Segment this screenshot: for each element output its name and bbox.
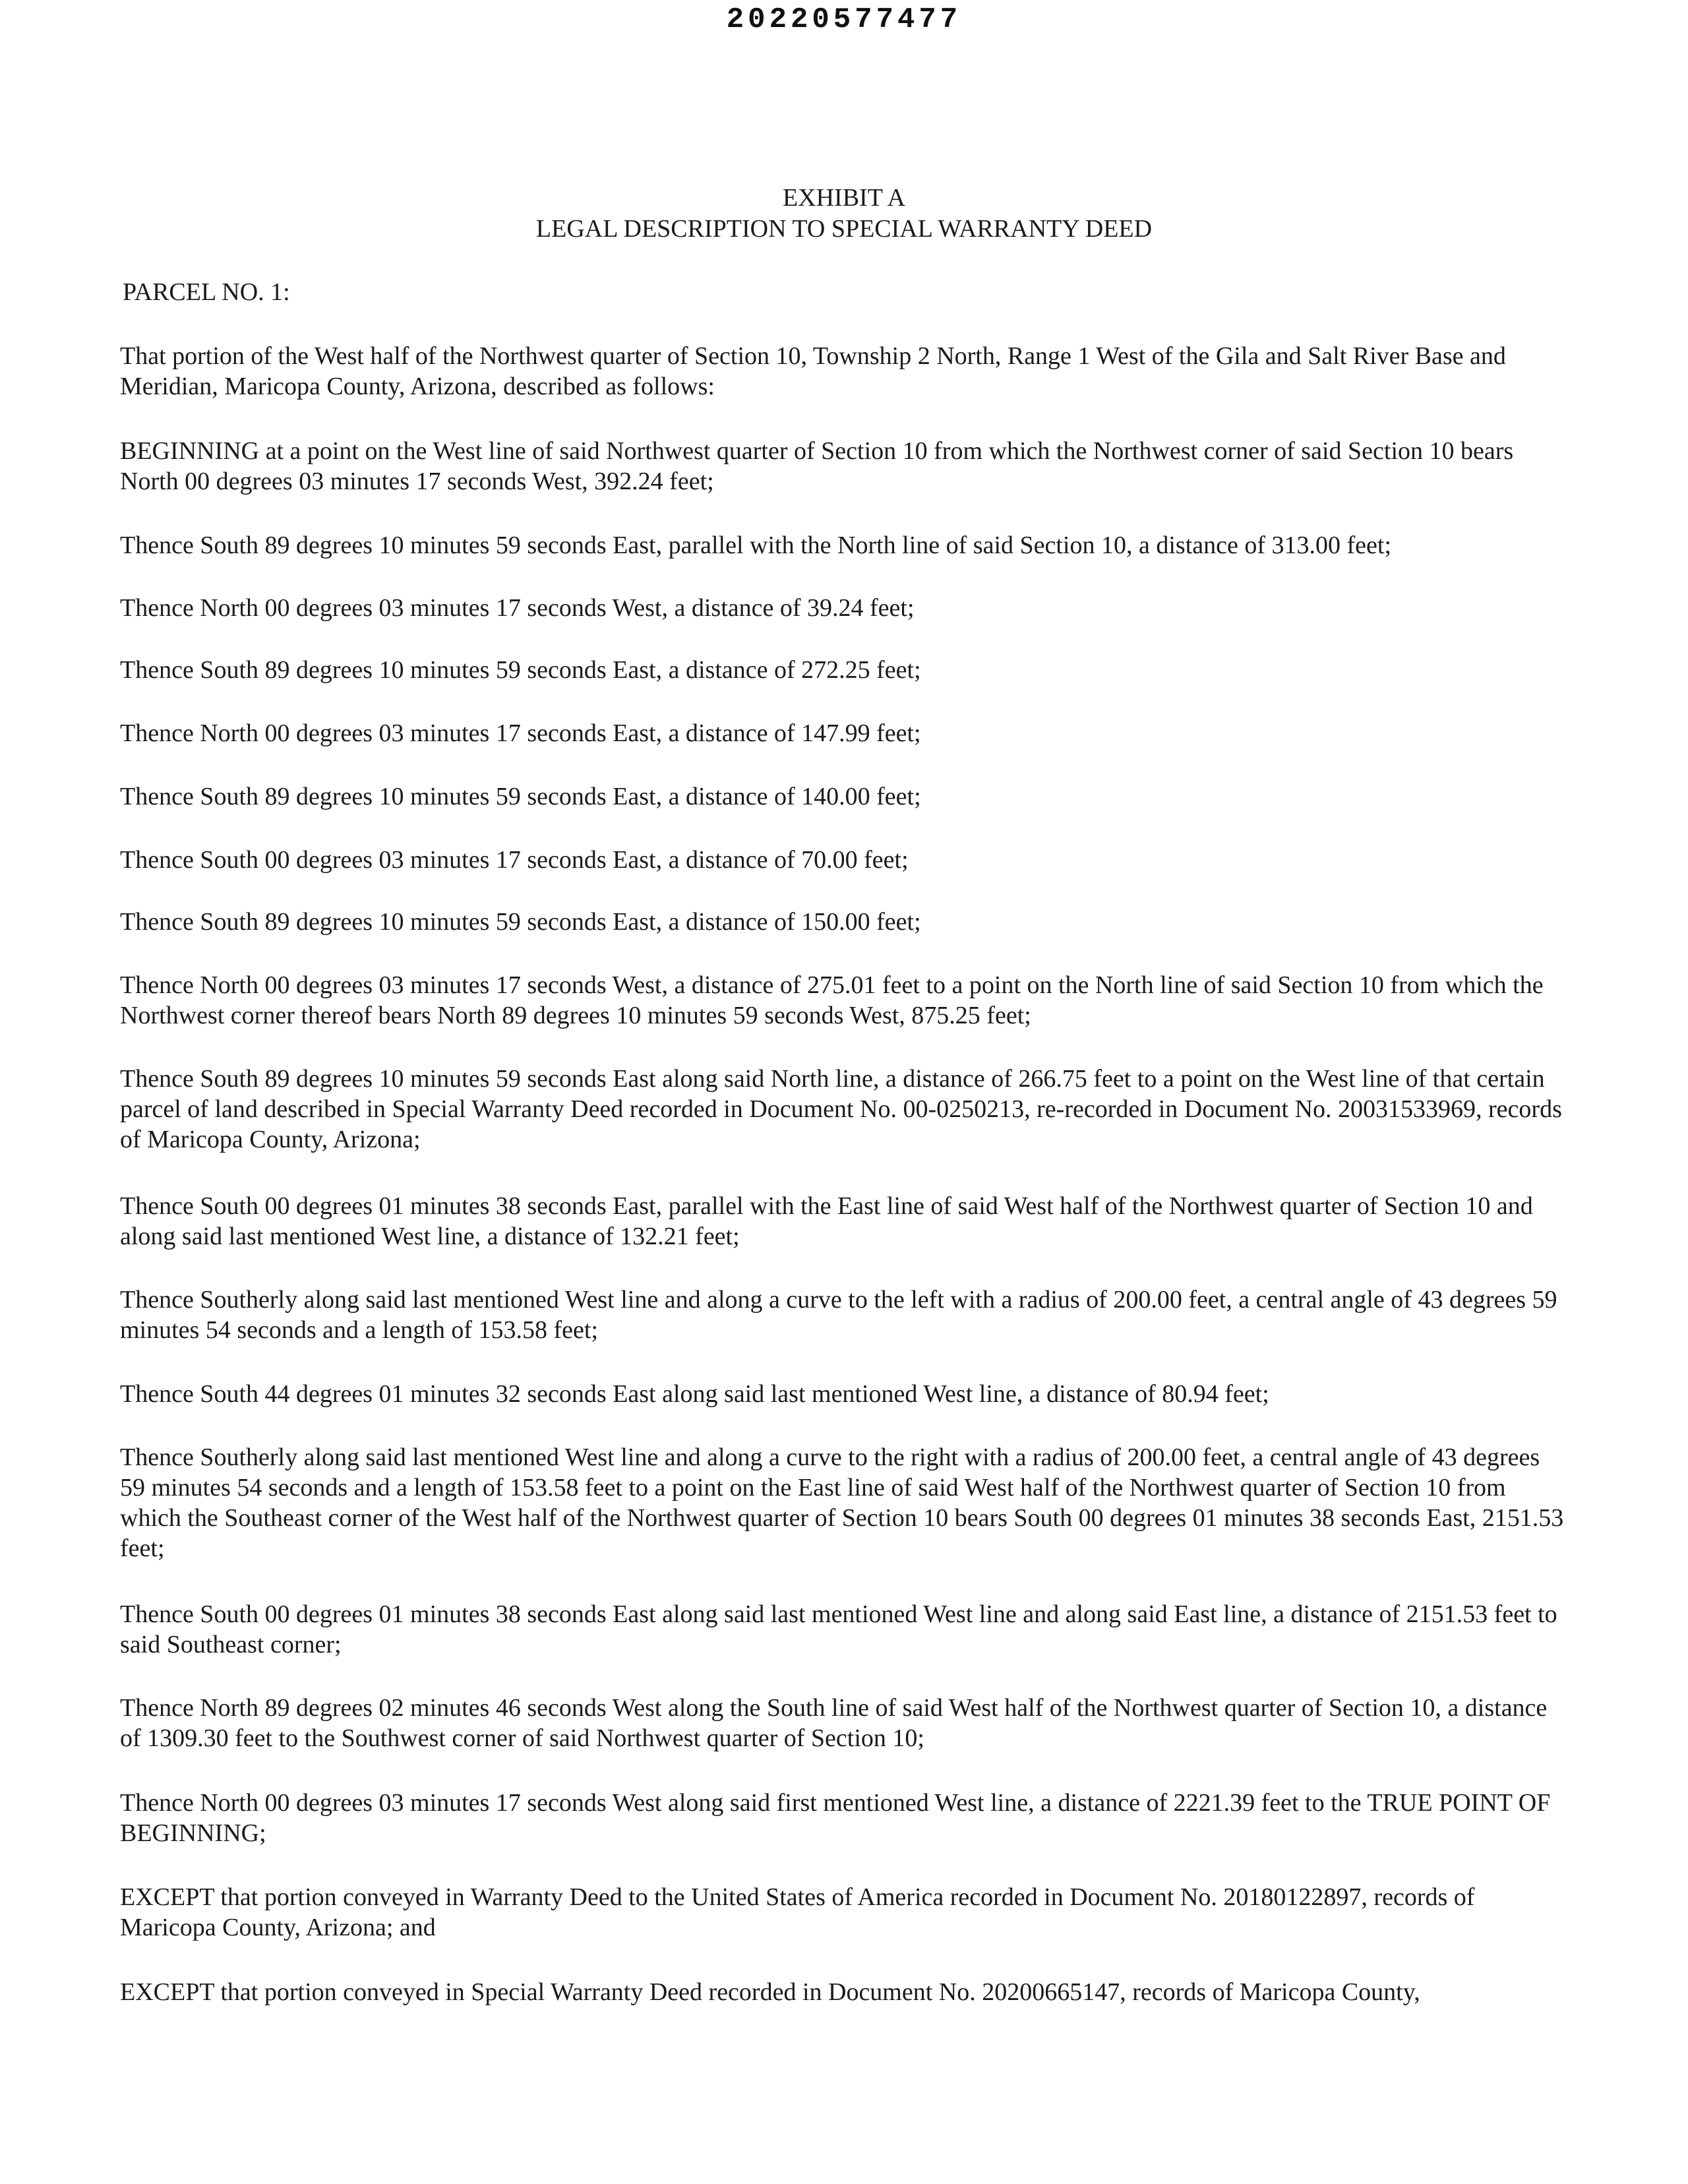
paragraph-course-1: Thence South 89 degrees 10 minutes 59 seconds East, parallel with the North line of said Section 10, a distance of 313.00 feet;	[120, 531, 1392, 559]
paragraph-beginning: BEGINNING at a point on the West line of said Northwest quarter of Section 10 from which the Northwest corner of said Section 10 bears North 00 degrees 03 minutes 17 seconds West, 392.24 feet;	[120, 437, 1514, 495]
paragraph-course-4: Thence North 00 degrees 03 minutes 17 seconds East, a distance of 147.99 feet;	[120, 719, 921, 747]
paragraph-course-5: Thence South 89 degrees 10 minutes 59 seconds East, a distance of 140.00 feet;	[120, 783, 921, 810]
paragraph-course-14: Thence South 00 degrees 01 minutes 38 seconds East along said last mentioned West line and along said East line, a distance of 2151.53 feet to said Southeast corner;	[120, 1600, 1557, 1658]
parcel-label: PARCEL NO. 1:	[123, 278, 290, 306]
paragraph-course-8: Thence North 00 degrees 03 minutes 17 seconds West, a distance of 275.01 feet to a point on the North line of said Section 10 from which the Northwest corner thereof bears North 89 degrees 10 minutes 59 seconds West, 875.25 feet;	[120, 971, 1544, 1029]
paragraph-course-12: Thence South 44 degrees 01 minutes 32 seconds East along said last mentioned West line, a distance of 80.94 feet;	[120, 1380, 1269, 1408]
exhibit-title: EXHIBIT A	[782, 184, 906, 212]
exhibit-subtitle: LEGAL DESCRIPTION TO SPECIAL WARRANTY DEED	[535, 215, 1153, 243]
paragraph-course-16: Thence North 00 degrees 03 minutes 17 seconds West along said first mentioned West line, a distance of 2221.39 feet to the TRUE POINT OF BEGINNING;	[120, 1789, 1551, 1847]
paragraph-course-3: Thence South 89 degrees 10 minutes 59 seconds East, a distance of 272.25 feet;	[120, 656, 921, 684]
paragraph-exception-1: EXCEPT that portion conveyed in Warranty Deed to the United States of America recorded in Document No. 20180122897, records of Maricopa County, Arizona; and	[120, 1883, 1475, 1941]
paragraph-intro: That portion of the West half of the Northwest quarter of Section 10, Township 2 North, Range 1 West of the Gila and Salt River Base and Meridian, Maricopa County, Arizona, described as follows:	[120, 342, 1506, 400]
paragraph-course-11: Thence Southerly along said last mentioned West line and along a curve to the left with a radius of 200.00 feet, a central angle of 43 degrees 59 minutes 54 seconds and a length of 153.58 feet;	[120, 1286, 1557, 1344]
paragraph-course-15: Thence North 89 degrees 02 minutes 46 seconds West along the South line of said West half of the Northwest quarter of Section 10, a distance of 1309.30 feet to the Southwest corner of said Northwest quarter of Section 10;	[120, 1694, 1548, 1752]
recording-document-number: 20220577477	[726, 3, 962, 36]
paragraph-course-7: Thence South 89 degrees 10 minutes 59 seconds East, a distance of 150.00 feet;	[120, 908, 921, 936]
paragraph-course-13: Thence Southerly along said last mentioned West line and along a curve to the right with a radius of 200.00 feet, a central angle of 43 degrees 59 minutes 54 seconds and a length of 153.58 feet to a point on the East line of said West half of the Northwest quarter of Section 10 from which the Southeast corner of the West half of the Northwest quarter of Section 10 bears South 00 degrees 01 minutes 38 seconds East, 2151.53 feet;	[120, 1443, 1564, 1562]
paragraph-course-9: Thence South 89 degrees 10 minutes 59 seconds East along said North line, a distance of 266.75 feet to a point on the West line of that certain parcel of land described in Special Warranty Deed recorded in Document No. 00-0250213, re-recorded in Document No. 20031533969, records of Maricopa County, Arizona;	[120, 1065, 1562, 1153]
paragraph-course-10: Thence South 00 degrees 01 minutes 38 seconds East, parallel with the East line of said West half of the Northwest quarter of Section 10 and along said last mentioned West line, a distance of 132.21 feet;	[120, 1192, 1533, 1250]
paragraph-course-2: Thence North 00 degrees 03 minutes 17 seconds West, a distance of 39.24 feet;	[120, 594, 915, 622]
paragraph-exception-2: EXCEPT that portion conveyed in Special Warranty Deed recorded in Document No. 20200665147, records of Maricopa County,	[120, 1978, 1420, 2006]
paragraph-course-6: Thence South 00 degrees 03 minutes 17 seconds East, a distance of 70.00 feet;	[120, 846, 909, 874]
